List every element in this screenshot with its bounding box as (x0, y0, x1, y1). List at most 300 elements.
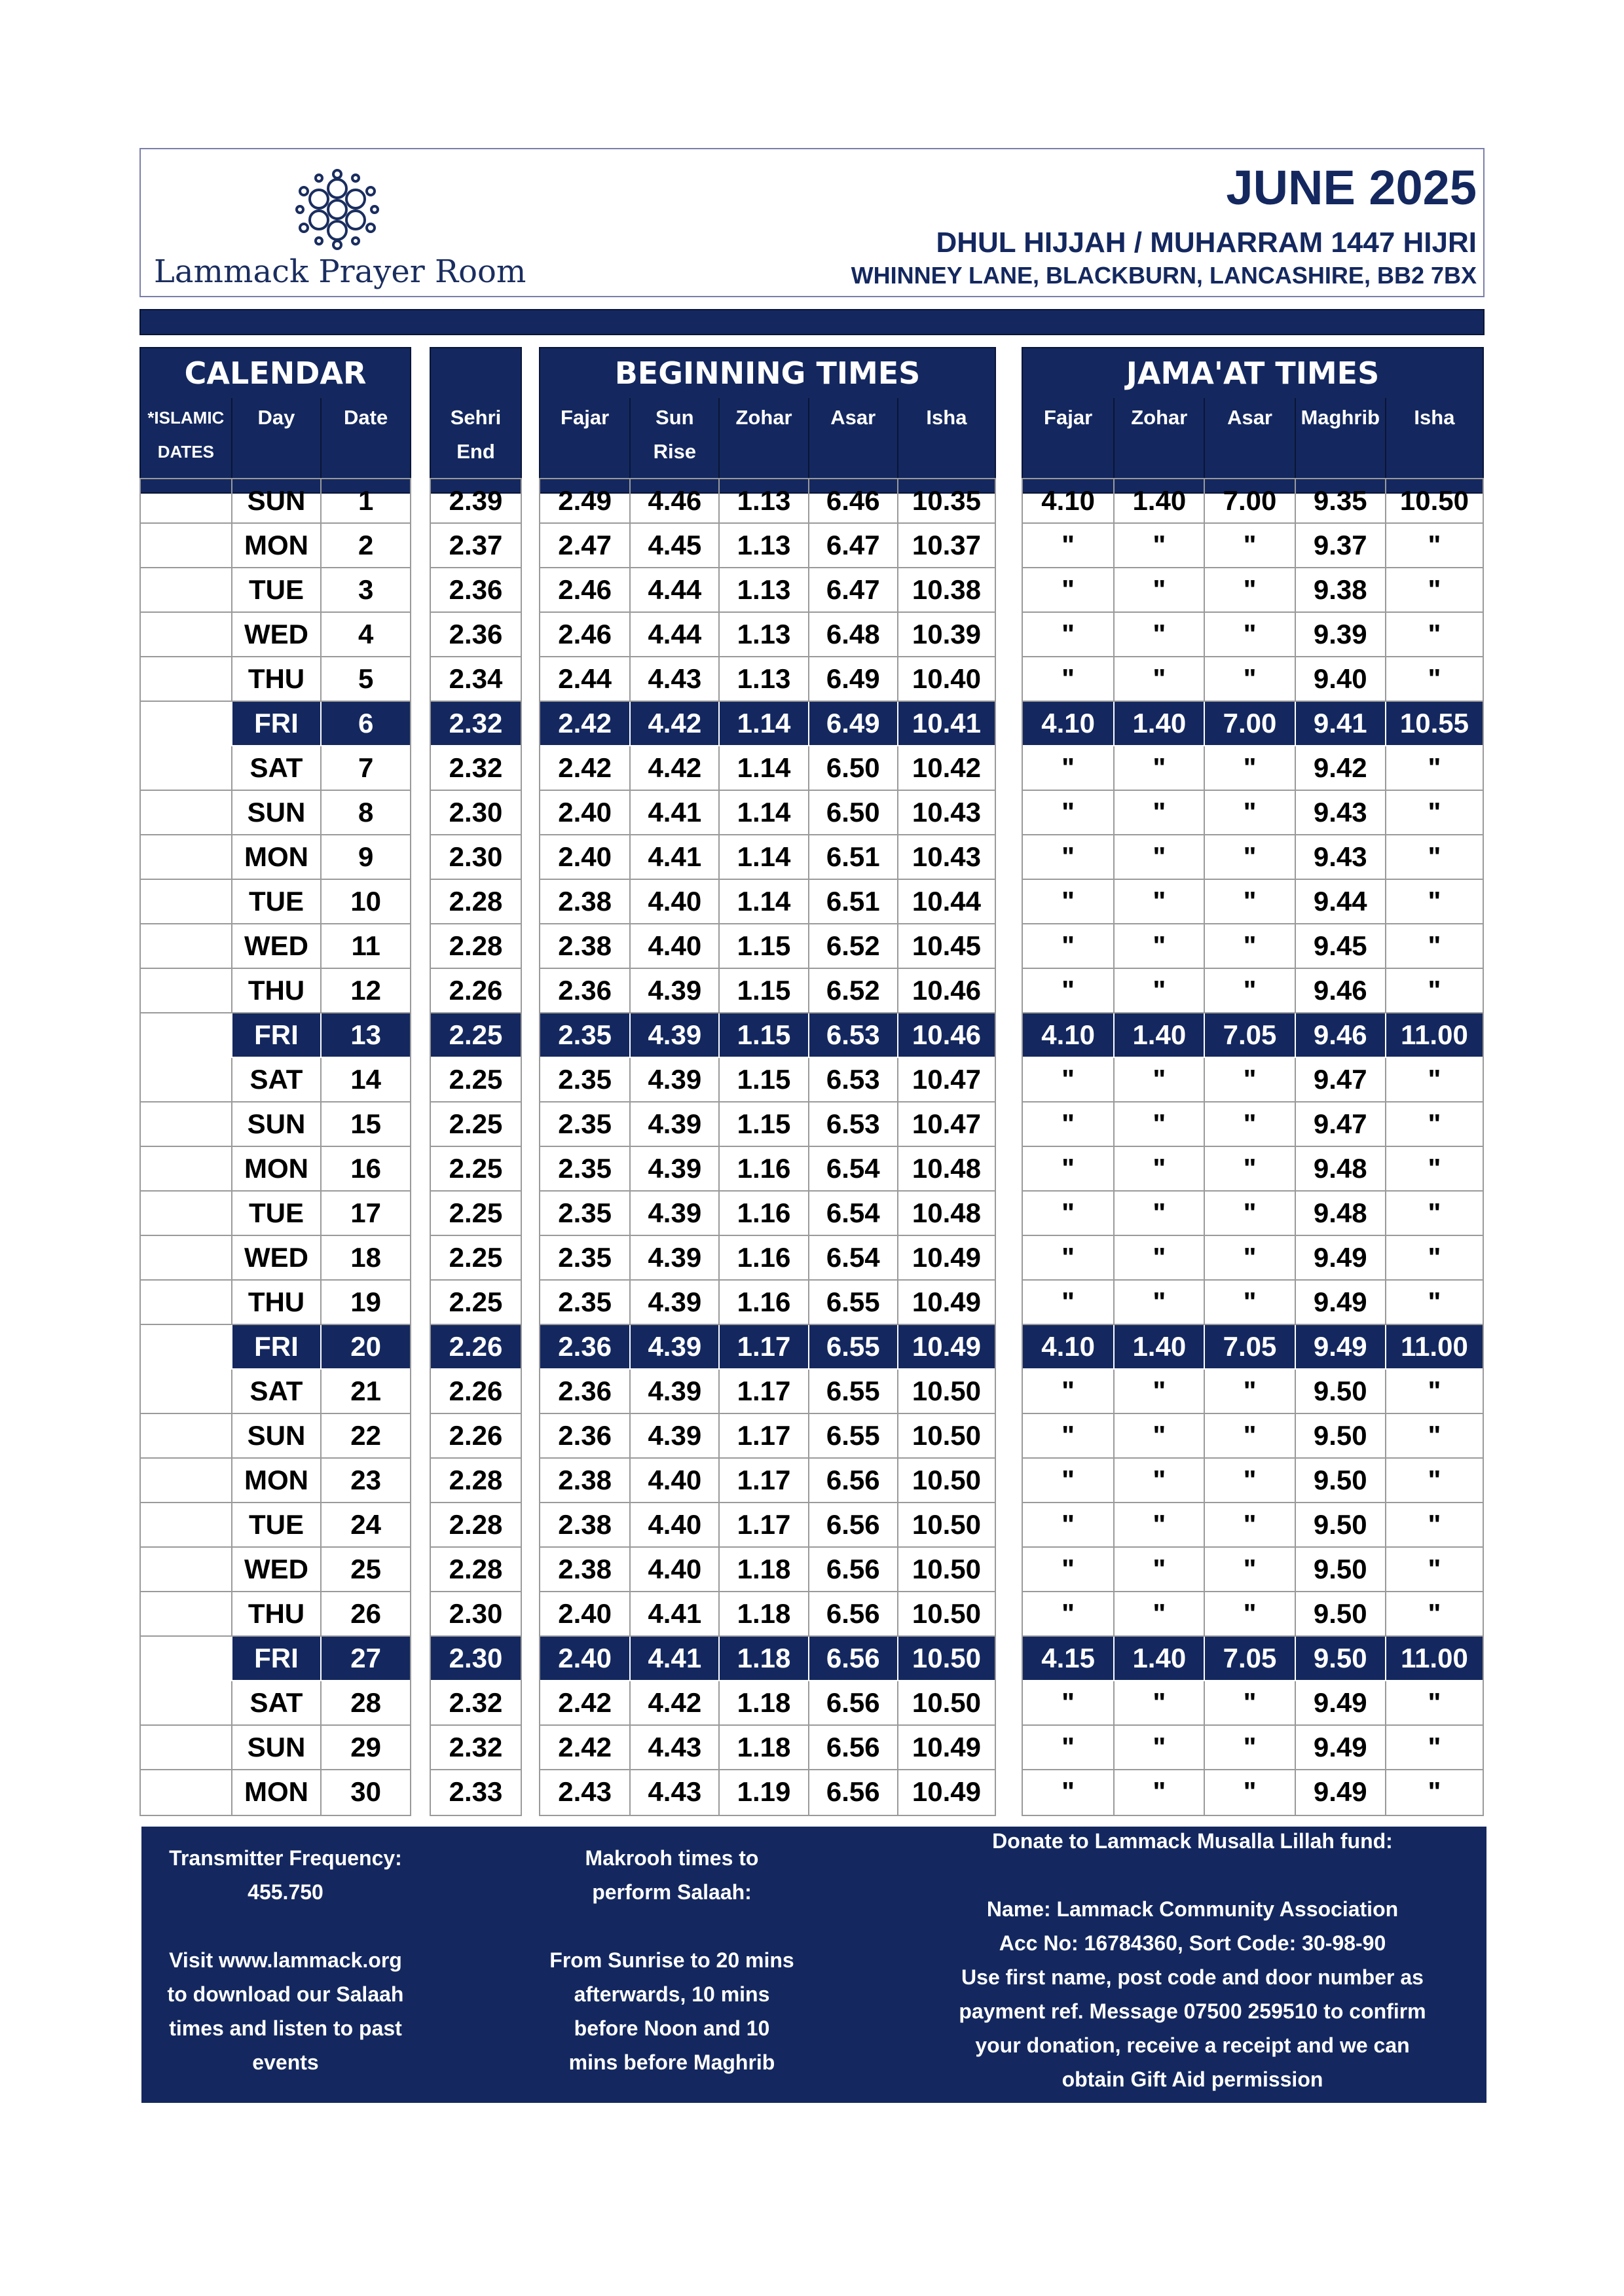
beginning-sunrise-cell: 4.43 (629, 1770, 718, 1815)
islamic-date-cell (141, 1503, 231, 1548)
jamaat-zohar-cell: " (1113, 1592, 1204, 1637)
beginning-fajar-cell: 2.35 (540, 1192, 629, 1236)
column-header-line: Maghrib (1301, 406, 1380, 429)
jamaat-maghrib-cell: 9.38 (1295, 568, 1385, 613)
jamaat-zohar-cell: 1.40 (1113, 1013, 1204, 1058)
table-row (141, 479, 410, 524)
date-cell: 24 (320, 1503, 410, 1548)
hijri-months: DHUL HIJJAH / MUHARRAM 1447 HIJRI (936, 227, 1477, 259)
table-row (141, 613, 410, 657)
jamaat-asar-cell: 7.05 (1204, 1325, 1294, 1370)
beginning-fajar-cell: 2.38 (540, 924, 629, 969)
table-row (540, 924, 995, 969)
sehri-end-cell: 2.25 (431, 1058, 521, 1102)
beginning-asar-cell: 6.54 (808, 1192, 897, 1236)
column-header-line: Zohar (735, 406, 792, 429)
table-row (141, 1503, 410, 1548)
table-row (1023, 1503, 1483, 1548)
jamaat-group (1022, 347, 1484, 1807)
table-row (1023, 702, 1483, 746)
footer-line: obtain Gift Aid permission (1061, 2068, 1323, 2091)
jamaat-body (1022, 478, 1484, 1816)
logo (154, 164, 526, 290)
table-row (1023, 479, 1483, 524)
beginning-isha-cell: 10.50 (897, 1503, 995, 1548)
footer-line: to download our Salaah (167, 1982, 404, 2006)
beginning-sunrise-cell: 4.40 (629, 924, 718, 969)
beginning-isha-cell: 10.50 (897, 1548, 995, 1592)
jamaat-zohar-cell: " (1113, 657, 1204, 702)
beginning-isha-cell: 10.46 (897, 1013, 995, 1058)
table-row (431, 1058, 521, 1102)
table-row (1023, 1147, 1483, 1192)
jamaat-isha-cell: " (1385, 880, 1483, 924)
jamaat-fajar-cell: " (1023, 657, 1113, 702)
table-row (141, 1726, 410, 1770)
jamaat-isha-cell: " (1385, 1592, 1483, 1637)
beginning-asar-cell: 6.51 (808, 835, 897, 880)
beginning-zohar-cell: 1.15 (718, 1013, 807, 1058)
beginning-zohar-cell: 1.13 (718, 479, 807, 524)
beginning-asar-cell: 6.48 (808, 613, 897, 657)
jamaat-maghrib-cell: 9.49 (1295, 1236, 1385, 1281)
jamaat-isha-cell: " (1385, 1281, 1483, 1325)
jamaat-maghrib-cell: 9.43 (1295, 791, 1385, 835)
table-row (1023, 1548, 1483, 1592)
jamaat-fajar-cell: " (1023, 746, 1113, 791)
date-cell: 5 (320, 657, 410, 702)
beginning-asar-cell: 6.56 (808, 1637, 897, 1681)
sehri-end-cell: 2.25 (431, 1147, 521, 1192)
beginning-asar-cell: 6.49 (808, 657, 897, 702)
jamaat-maghrib-cell: 9.49 (1295, 1726, 1385, 1770)
jamaat-title: JAMA'AT TIMES (1126, 355, 1380, 391)
table-row (1023, 1370, 1483, 1414)
beginning-zohar-cell: 1.18 (718, 1726, 807, 1770)
beginning-fajar-cell: 2.38 (540, 1459, 629, 1503)
islamic-date-cell (141, 924, 231, 969)
table-row (431, 1503, 521, 1548)
beginning-asar-cell: 6.56 (808, 1459, 897, 1503)
jamaat-maghrib-cell: 9.50 (1295, 1548, 1385, 1592)
jamaat-asar-cell: " (1204, 1192, 1294, 1236)
jamaat-maghrib-cell: 9.47 (1295, 1058, 1385, 1102)
column-header-line: DATES (157, 442, 214, 462)
jamaat-fajar-cell: " (1023, 613, 1113, 657)
sehri-end-cell: 2.33 (449, 1776, 503, 1807)
table-row (431, 1548, 521, 1592)
footer-line: Visit www.lammack.org (169, 1948, 402, 1972)
jamaat-fajar-cell: " (1023, 1414, 1113, 1459)
calendar-title: CALENDAR (184, 355, 367, 391)
beginning-sunrise-cell: 4.39 (629, 1236, 718, 1281)
table-row (141, 524, 410, 568)
day-cell: THU (231, 1281, 321, 1325)
sehri-end-cell: 2.39 (431, 479, 521, 524)
beginning-asar-cell: 6.55 (808, 1414, 897, 1459)
table-row (141, 1325, 410, 1370)
table-row (1023, 1592, 1483, 1637)
table-row (1023, 1192, 1483, 1236)
date-cell: 28 (320, 1681, 410, 1726)
beginning-zohar-cell: 1.17 (718, 1414, 807, 1459)
jamaat-maghrib-cell: 9.37 (1295, 524, 1385, 568)
table-row (431, 568, 521, 613)
sehri-end-cell: 2.25 (431, 1102, 521, 1147)
jamaat-asar-cell: 7.00 (1204, 702, 1294, 746)
table-row (431, 924, 521, 969)
beginning-asar-cell: 6.56 (808, 1503, 897, 1548)
table-row (141, 1548, 410, 1592)
jamaat-zohar-cell: " (1113, 791, 1204, 835)
date-cell: 16 (320, 1147, 410, 1192)
jamaat-maghrib-cell: 9.43 (1295, 835, 1385, 880)
islamic-date-cell (141, 1058, 231, 1102)
jamaat-fajar-cell: 4.10 (1023, 702, 1113, 746)
column-header-line: Date (344, 406, 388, 429)
table-row (431, 657, 521, 702)
beginning-isha-cell: 10.45 (897, 924, 995, 969)
jamaat-isha-cell: " (1385, 613, 1483, 657)
table-row (141, 1459, 410, 1503)
beginning-asar-cell: 6.54 (808, 1147, 897, 1192)
sehri-end-cell: 2.32 (431, 702, 521, 746)
day-cell: SUN (231, 1414, 321, 1459)
beginning-fajar-cell: 2.46 (540, 568, 629, 613)
islamic-date-cell (141, 1548, 231, 1592)
day-cell: TUE (231, 1192, 321, 1236)
jamaat-asar-cell: " (1204, 880, 1294, 924)
islamic-date-cell (141, 524, 231, 568)
jamaat-asar-cell: 7.00 (1204, 479, 1294, 524)
beginning-isha-cell: 10.39 (897, 613, 995, 657)
jamaat-fajar-cell: " (1023, 969, 1113, 1013)
beginning-asar-cell: 6.49 (808, 702, 897, 746)
jamaat-fajar-cell: 4.15 (1023, 1637, 1113, 1681)
day-cell: MON (231, 524, 321, 568)
beginning-fajar-cell: 2.42 (540, 1681, 629, 1726)
beginning-zohar-cell: 1.18 (718, 1637, 807, 1681)
jamaat-maghrib-cell: 9.49 (1295, 1770, 1385, 1815)
date-cell: 13 (320, 1013, 410, 1058)
table-row (431, 1325, 521, 1370)
beginning-zohar-cell: 1.14 (718, 835, 807, 880)
jamaat-fajar-cell: " (1023, 1147, 1113, 1192)
column-header-line: Asar (830, 406, 876, 429)
jamaat-maghrib-cell: 9.49 (1295, 1325, 1385, 1370)
beginning-sunrise-cell: 4.42 (629, 1681, 718, 1726)
column-header-line: Sehri (450, 406, 502, 429)
jamaat-zohar-cell: " (1113, 969, 1204, 1013)
table-row (540, 1370, 995, 1414)
sehri-end-cell: 2.25 (431, 1236, 521, 1281)
table-row (141, 969, 410, 1013)
beginning-isha-cell: 10.40 (897, 657, 995, 702)
footer-line (141, 1909, 430, 1943)
beginning-zohar-cell: 1.14 (718, 791, 807, 835)
sehri-end-cell: 2.36 (431, 568, 521, 613)
beginning-header (539, 347, 996, 494)
beginning-asar-cell: 6.46 (808, 479, 897, 524)
jamaat-fajar-cell: " (1023, 1503, 1113, 1548)
beginning-sunrise-cell: 4.44 (629, 568, 718, 613)
sehri-end-cell: 2.28 (431, 1503, 521, 1548)
date-cell: 4 (320, 613, 410, 657)
footer-line: events (252, 2050, 319, 2074)
table-row (141, 924, 410, 969)
jamaat-isha-cell: " (1385, 1548, 1483, 1592)
beginning-isha-cell: 10.42 (897, 746, 995, 791)
jamaat-fajar-cell: " (1023, 1726, 1113, 1770)
sehri-end-cell: 2.25 (431, 1192, 521, 1236)
day-cell: TUE (231, 1503, 321, 1548)
day-cell: FRI (231, 1325, 321, 1370)
day-cell: WED (231, 1548, 321, 1592)
jamaat-isha-cell: " (1385, 969, 1483, 1013)
jamaat-fajar-cell: " (1023, 1370, 1113, 1414)
calendar-group (139, 347, 411, 1807)
beginning-fajar-cell: 2.35 (540, 1147, 629, 1192)
table-row (1023, 1281, 1483, 1325)
beginning-isha-cell: 10.50 (897, 1414, 995, 1459)
table-row (1023, 1325, 1483, 1370)
jamaat-fajar-cell: " (1023, 835, 1113, 880)
jamaat-asar-cell: " (1204, 1370, 1294, 1414)
date-cell: 7 (320, 746, 410, 791)
day-cell: MON (231, 1770, 321, 1815)
jamaat-fajar-cell: " (1023, 1281, 1113, 1325)
beginning-asar-cell: 6.47 (808, 568, 897, 613)
table-row (141, 880, 410, 924)
table-row (540, 524, 995, 568)
sehri-end-cell: 2.30 (431, 835, 521, 880)
jamaat-maghrib-cell: 9.49 (1295, 1681, 1385, 1726)
jamaat-asar-cell: " (1204, 1726, 1294, 1770)
table-row (1023, 1770, 1483, 1815)
table-row (431, 479, 521, 524)
date-cell: 15 (320, 1102, 410, 1147)
jamaat-asar-cell: " (1204, 1459, 1294, 1503)
beginning-zohar-cell: 1.17 (718, 1370, 807, 1414)
islamic-date-cell (141, 568, 231, 613)
beginning-zohar-cell: 1.15 (718, 924, 807, 969)
beginning-zohar-cell: 1.18 (718, 1548, 807, 1592)
jamaat-isha-cell: " (1385, 791, 1483, 835)
jamaat-maghrib-cell: 9.50 (1295, 1637, 1385, 1681)
beginning-asar-cell: 6.47 (808, 524, 897, 568)
table-row (431, 880, 521, 924)
beginning-isha-cell: 10.43 (897, 835, 995, 880)
jamaat-isha-cell: 10.55 (1385, 702, 1483, 746)
jamaat-isha-cell: " (1385, 524, 1483, 568)
table-row (431, 1459, 521, 1503)
sehri-end-cell: 2.26 (431, 1325, 521, 1370)
sehri-end-cell: 2.36 (431, 613, 521, 657)
jamaat-zohar-cell: 1.40 (1113, 1325, 1204, 1370)
beginning-isha-cell: 10.35 (897, 479, 995, 524)
table-row (141, 746, 410, 791)
beginning-sunrise-cell: 4.40 (629, 880, 718, 924)
day-cell: WED (231, 613, 321, 657)
islamic-date-cell (141, 702, 231, 746)
islamic-date-cell (141, 1726, 231, 1770)
date-cell: 11 (320, 924, 410, 969)
footer-line: From Sunrise to 20 mins (549, 1948, 794, 1972)
beginning-sunrise-cell: 4.41 (629, 835, 718, 880)
table-row (431, 835, 521, 880)
footer-line: times and listen to past (169, 2016, 402, 2040)
jamaat-asar-cell: " (1204, 568, 1294, 613)
beginning-sunrise-cell: 4.43 (629, 1726, 718, 1770)
jamaat-isha-cell: 11.00 (1385, 1325, 1483, 1370)
date-cell: 3 (320, 568, 410, 613)
table-row (431, 746, 521, 791)
beginning-sunrise-cell: 4.44 (629, 613, 718, 657)
beginning-sunrise-cell: 4.45 (629, 524, 718, 568)
jamaat-asar-cell: " (1204, 1147, 1294, 1192)
footer-line: afterwards, 10 mins (574, 1982, 770, 2006)
table-row (431, 1414, 521, 1459)
jamaat-isha-cell: " (1385, 568, 1483, 613)
beginning-sunrise-cell: 4.39 (629, 1281, 718, 1325)
date-cell: 23 (320, 1459, 410, 1503)
date-cell: 27 (320, 1637, 410, 1681)
jamaat-maghrib-cell: 9.50 (1295, 1503, 1385, 1548)
beginning-zohar-cell: 1.17 (718, 1503, 807, 1548)
sehri-end-cell: 2.28 (431, 1459, 521, 1503)
beginning-isha-cell: 10.46 (897, 969, 995, 1013)
table-row (540, 702, 995, 746)
day-cell: THU (231, 657, 321, 702)
table-row (141, 1414, 410, 1459)
beginning-sunrise-cell: 4.39 (629, 1147, 718, 1192)
beginning-isha-cell: 10.38 (897, 568, 995, 613)
table-row (431, 613, 521, 657)
jamaat-asar-cell: " (1204, 791, 1294, 835)
day-cell: SAT (231, 1681, 321, 1726)
jamaat-asar-cell: " (1204, 1281, 1294, 1325)
sehri-end-cell: 2.26 (431, 1370, 521, 1414)
beginning-fajar-cell: 2.36 (540, 1414, 629, 1459)
jamaat-zohar-cell: " (1113, 524, 1204, 568)
jamaat-zohar-cell: " (1113, 1681, 1204, 1726)
table-row (141, 1637, 410, 1681)
beginning-zohar-cell: 1.16 (718, 1236, 807, 1281)
beginning-sunrise-cell: 4.40 (629, 1503, 718, 1548)
table-row (431, 1370, 521, 1414)
jamaat-zohar-cell: " (1113, 880, 1204, 924)
jamaat-maghrib-cell: 9.45 (1295, 924, 1385, 969)
table-row (431, 1592, 521, 1637)
footer-makrooh-info (515, 1841, 829, 2079)
table-row (431, 1281, 521, 1325)
footer-donation-info (914, 1824, 1471, 2096)
column-header-line: Asar (1227, 406, 1272, 429)
jamaat-zohar-cell: " (1113, 1281, 1204, 1325)
column-header-line: Isha (1414, 406, 1455, 429)
table-row (1023, 1459, 1483, 1503)
beginning-fajar-cell: 2.35 (540, 1058, 629, 1102)
islamic-date-cell (141, 1414, 231, 1459)
date-cell: 1 (320, 479, 410, 524)
column-header-line: *ISLAMIC (147, 408, 225, 428)
table-row (141, 1681, 410, 1726)
date-cell: 29 (320, 1726, 410, 1770)
table-row (540, 1637, 995, 1681)
footer-line: Donate to Lammack Musalla Lillah fund: (992, 1829, 1393, 1853)
jamaat-asar-cell: " (1204, 746, 1294, 791)
beginning-asar-cell: 6.55 (808, 1325, 897, 1370)
beginning-asar-cell: 6.53 (808, 1102, 897, 1147)
jamaat-fajar-cell: " (1023, 1102, 1113, 1147)
beginning-sunrise-cell: 4.41 (629, 1592, 718, 1637)
table-row (540, 746, 995, 791)
table-row (431, 1637, 521, 1681)
beginning-sunrise-cell: 4.41 (629, 791, 718, 835)
jamaat-asar-cell: " (1204, 969, 1294, 1013)
beginning-sunrise-cell: 4.40 (629, 1459, 718, 1503)
beginning-fajar-cell: 2.42 (540, 746, 629, 791)
islamic-date-cell (141, 969, 231, 1013)
footer-line: Use first name, post code and door number as (961, 1965, 1424, 1989)
table-row (1023, 1637, 1483, 1681)
beginning-asar-cell: 6.54 (808, 1236, 897, 1281)
jamaat-maghrib-cell: 9.39 (1295, 613, 1385, 657)
beginning-fajar-cell: 2.46 (540, 613, 629, 657)
beginning-asar-cell: 6.51 (808, 880, 897, 924)
beginning-sunrise-cell: 4.42 (629, 702, 718, 746)
jamaat-maghrib-cell: 9.49 (1295, 1281, 1385, 1325)
table-row (141, 1147, 410, 1192)
jamaat-header (1022, 347, 1484, 494)
beginning-fajar-cell: 2.38 (540, 1548, 629, 1592)
jamaat-asar-cell: " (1204, 524, 1294, 568)
islamic-date-cell (141, 835, 231, 880)
day-cell: FRI (231, 702, 321, 746)
table-row (1023, 791, 1483, 835)
table-row (1023, 880, 1483, 924)
day-cell: THU (231, 1592, 321, 1637)
beginning-fajar-cell: 2.42 (540, 702, 629, 746)
day-cell: MON (231, 1459, 321, 1503)
footer-line: Makrooh times to (585, 1846, 759, 1870)
jamaat-zohar-cell: " (1113, 746, 1204, 791)
beginning-fajar-cell: 2.36 (540, 1325, 629, 1370)
date-cell: 8 (320, 791, 410, 835)
islamic-date-cell (141, 1236, 231, 1281)
table-row (540, 1058, 995, 1102)
date-cell: 22 (320, 1414, 410, 1459)
jamaat-zohar-cell: " (1113, 924, 1204, 969)
table-row (540, 835, 995, 880)
jamaat-asar-cell: " (1204, 1236, 1294, 1281)
beginning-fajar-cell: 2.40 (540, 1592, 629, 1637)
footer-line: Acc No: 16784360, Sort Code: 30-98-90 (999, 1931, 1386, 1955)
org-name: Lammack Prayer Room (154, 253, 526, 290)
islamic-date-cell (141, 1681, 231, 1726)
day-cell: WED (231, 1236, 321, 1281)
table-row (431, 969, 521, 1013)
sehri-header (430, 347, 522, 494)
jamaat-fajar-cell: " (1023, 791, 1113, 835)
beginning-zohar-cell: 1.15 (718, 1058, 807, 1102)
jamaat-maghrib-cell: 9.50 (1295, 1459, 1385, 1503)
islamic-date-cell (141, 1459, 231, 1503)
jamaat-asar-cell: 7.05 (1204, 1637, 1294, 1681)
beginning-zohar-cell: 1.19 (718, 1770, 807, 1815)
jamaat-zohar-cell: " (1113, 1548, 1204, 1592)
beginning-isha-cell: 10.43 (897, 791, 995, 835)
